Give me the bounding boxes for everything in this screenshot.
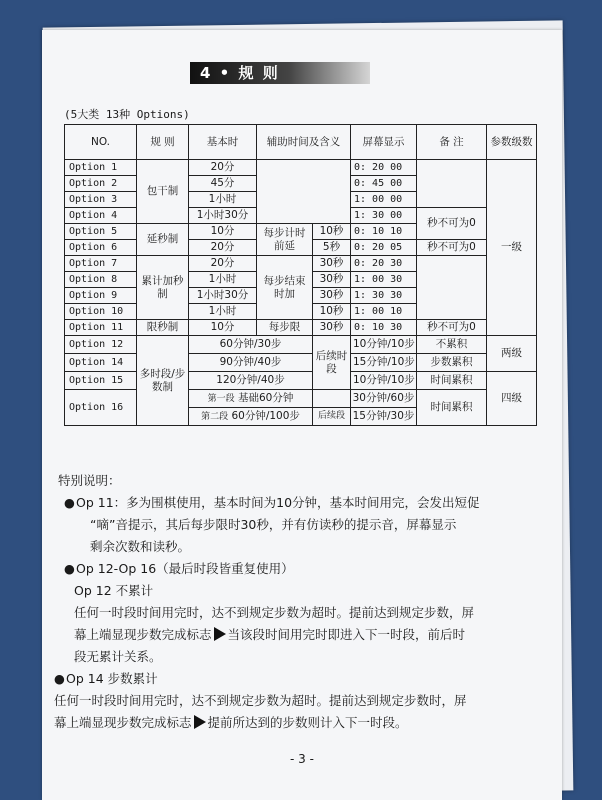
multi-note: 步数累积 xyxy=(417,354,487,372)
aux-desc: 每步计时前延 xyxy=(257,224,313,256)
stage-first-split xyxy=(189,390,313,426)
level-cell: 四级 xyxy=(487,372,537,426)
notes-heading: 特别说明： xyxy=(58,473,121,488)
basic-time: 20分 xyxy=(189,240,257,256)
follow-stage-label: 后续时段 xyxy=(313,336,351,390)
rule-cell: 多时段/步数制 xyxy=(137,336,189,426)
option-label: Option 9 xyxy=(65,288,137,304)
note-cell: 秒不可为0 xyxy=(417,320,487,336)
aux-value: 10秒 xyxy=(313,224,351,240)
step-complete-arrow-icon xyxy=(214,627,226,641)
manual-page xyxy=(42,30,562,800)
basic-time: 1小时30分 xyxy=(189,208,257,224)
stage2-label: 第二段 xyxy=(201,412,229,422)
aux-value: 30秒 xyxy=(313,320,351,336)
option-label: Option 2 xyxy=(65,176,137,192)
aux-value: 10秒 xyxy=(313,304,351,320)
aux-value: 30秒 xyxy=(313,256,351,272)
note-cell: 秒不可为0 xyxy=(417,240,487,256)
option-label: Option 12 xyxy=(65,336,137,354)
bullet-icon: ● xyxy=(64,561,75,576)
aux-value: 30秒 xyxy=(313,272,351,288)
basic-time: 1小时 xyxy=(189,192,257,208)
option-label: Option 4 xyxy=(65,208,137,224)
screen-display: 0: 45 00 xyxy=(351,176,417,192)
op14-line: 幕上端显现步数完成标志 提前所达到的步数则计入下一时段。 xyxy=(54,715,408,730)
basic-time: 1小时 xyxy=(189,272,257,288)
stage-follow: 10分钟/10步 xyxy=(351,372,417,390)
op11-note-line: “嘀”音提示，其后每步限时30秒，并有仿读秒的提示音，屏幕显示 xyxy=(90,517,457,532)
option-label: Option 6 xyxy=(65,240,137,256)
op14-line: 任何一时段时间用完时，达不到规定步数为超时。提前达到规定步数时，屏 xyxy=(54,693,467,708)
screen-display: 1: 30 30 xyxy=(351,288,417,304)
rule-cell: 累计加秒制 xyxy=(137,256,189,320)
aux-desc: 每步限 xyxy=(257,320,313,336)
option-label: Option 1 xyxy=(65,160,137,176)
option-label: Option 16 xyxy=(65,390,137,426)
basic-time: 1小时 xyxy=(189,304,257,320)
option-label: Option 10 xyxy=(65,304,137,320)
bullet-icon: ● xyxy=(54,671,65,686)
op12-line: 幕上端显现步数完成标志 当该段时间用完时即进入下一时段，前后时 xyxy=(74,627,466,642)
rule-cell: 包干制 xyxy=(137,160,189,224)
op11-note-line: 剩余次数和读秒。 xyxy=(90,539,191,554)
multi-note: 时间累积 xyxy=(417,372,487,390)
note-empty xyxy=(417,256,487,320)
stage-follow: 15分钟/10步 xyxy=(351,354,417,372)
stage-follow-split xyxy=(351,390,417,426)
screen-display: 1: 30 00 xyxy=(351,208,417,224)
stage-first: 基础60分钟 xyxy=(237,392,294,404)
screen-display: 0: 20 30 xyxy=(351,256,417,272)
op12-line: 任何一时段时间用完时，达不到规定步数为超时。提前达到规定步数，屏 xyxy=(74,605,475,620)
header-screen: 屏幕显示 xyxy=(351,125,417,160)
op14-title: ●Op 14 步数累计 xyxy=(52,668,552,690)
option-label: Option 3 xyxy=(65,192,137,208)
basic-time: 45分 xyxy=(189,176,257,192)
stage-follow: 10分钟/10步 xyxy=(351,336,417,354)
stage1-label: 第一段 xyxy=(207,394,235,404)
option-label: Option 14 xyxy=(65,354,137,372)
header-basic: 基本时 xyxy=(189,125,257,160)
stage-first: 120分钟/40步 xyxy=(189,372,313,390)
rule-cell: 延秒制 xyxy=(137,224,189,256)
level-cell: 一级 xyxy=(487,160,537,336)
note-cell: 秒不可为0 xyxy=(417,208,487,240)
aux-value: 5秒 xyxy=(313,240,351,256)
page-number: - 3 - xyxy=(290,752,314,766)
follow-split xyxy=(313,390,351,426)
screen-display: 1: 00 30 xyxy=(351,272,417,288)
basic-time: 10分 xyxy=(189,320,257,336)
step-complete-arrow-icon xyxy=(194,715,206,729)
stage-follow: 15分钟/30步 xyxy=(352,410,415,422)
multi-note: 不累积 xyxy=(417,336,487,354)
header-note: 备 注 xyxy=(417,125,487,160)
option-label: Option 7 xyxy=(65,256,137,272)
bullet-icon: ● xyxy=(64,495,75,510)
screen-display: 0: 20 00 xyxy=(351,160,417,176)
basic-time: 20分 xyxy=(189,160,257,176)
screen-display: 0: 10 30 xyxy=(351,320,417,336)
option-label: Option 5 xyxy=(65,224,137,240)
basic-time: 20分 xyxy=(189,256,257,272)
multi-note: 时间累积 xyxy=(417,390,487,426)
aux-desc: 每步结束时加 xyxy=(257,256,313,320)
aux-value: 30秒 xyxy=(313,288,351,304)
aux-empty xyxy=(257,160,351,224)
stage-first: 90分钟/40步 xyxy=(189,354,313,372)
table-subtitle: (5大类 13种 Options) xyxy=(64,108,190,121)
screen-display: 1: 00 10 xyxy=(351,304,417,320)
option-label: Option 11 xyxy=(65,320,137,336)
level-cell: 两级 xyxy=(487,336,537,372)
note-empty xyxy=(417,160,487,208)
stage-follow: 30分钟/60步 xyxy=(351,390,416,408)
op12-16-note: ●Op 12-Op 16（最后时段皆重复使用） xyxy=(52,558,552,580)
op12-line: 段无累计关系。 xyxy=(74,649,162,664)
stage-first: 60分钟/30步 xyxy=(189,336,313,354)
header-level: 参数级数 xyxy=(487,125,537,160)
screen-display: 1: 00 00 xyxy=(351,192,417,208)
options-table xyxy=(64,124,537,426)
follow-stage-label: 后续段 xyxy=(317,411,345,421)
section-title: 4 • 规 则 xyxy=(190,62,370,84)
header-no: NO. xyxy=(65,125,137,160)
op11-note: ●Op 11：多为围棋使用，基本时间为10分钟，基本时间用完，会发出短促 xyxy=(52,492,552,514)
option-label: Option 15 xyxy=(65,372,137,390)
basic-time: 1小时30分 xyxy=(189,288,257,304)
stage-first: 60分钟/100步 xyxy=(231,410,300,422)
header-rule: 规 则 xyxy=(137,125,189,160)
header-aux: 辅助时间及含义 xyxy=(257,125,351,160)
op12-title: Op 12 不累计 xyxy=(74,583,154,598)
special-notes xyxy=(52,470,552,734)
basic-time: 10分 xyxy=(189,224,257,240)
screen-display: 0: 20 05 xyxy=(351,240,417,256)
rule-cell: 限秒制 xyxy=(137,320,189,336)
option-label: Option 8 xyxy=(65,272,137,288)
screen-display: 0: 10 10 xyxy=(351,224,417,240)
